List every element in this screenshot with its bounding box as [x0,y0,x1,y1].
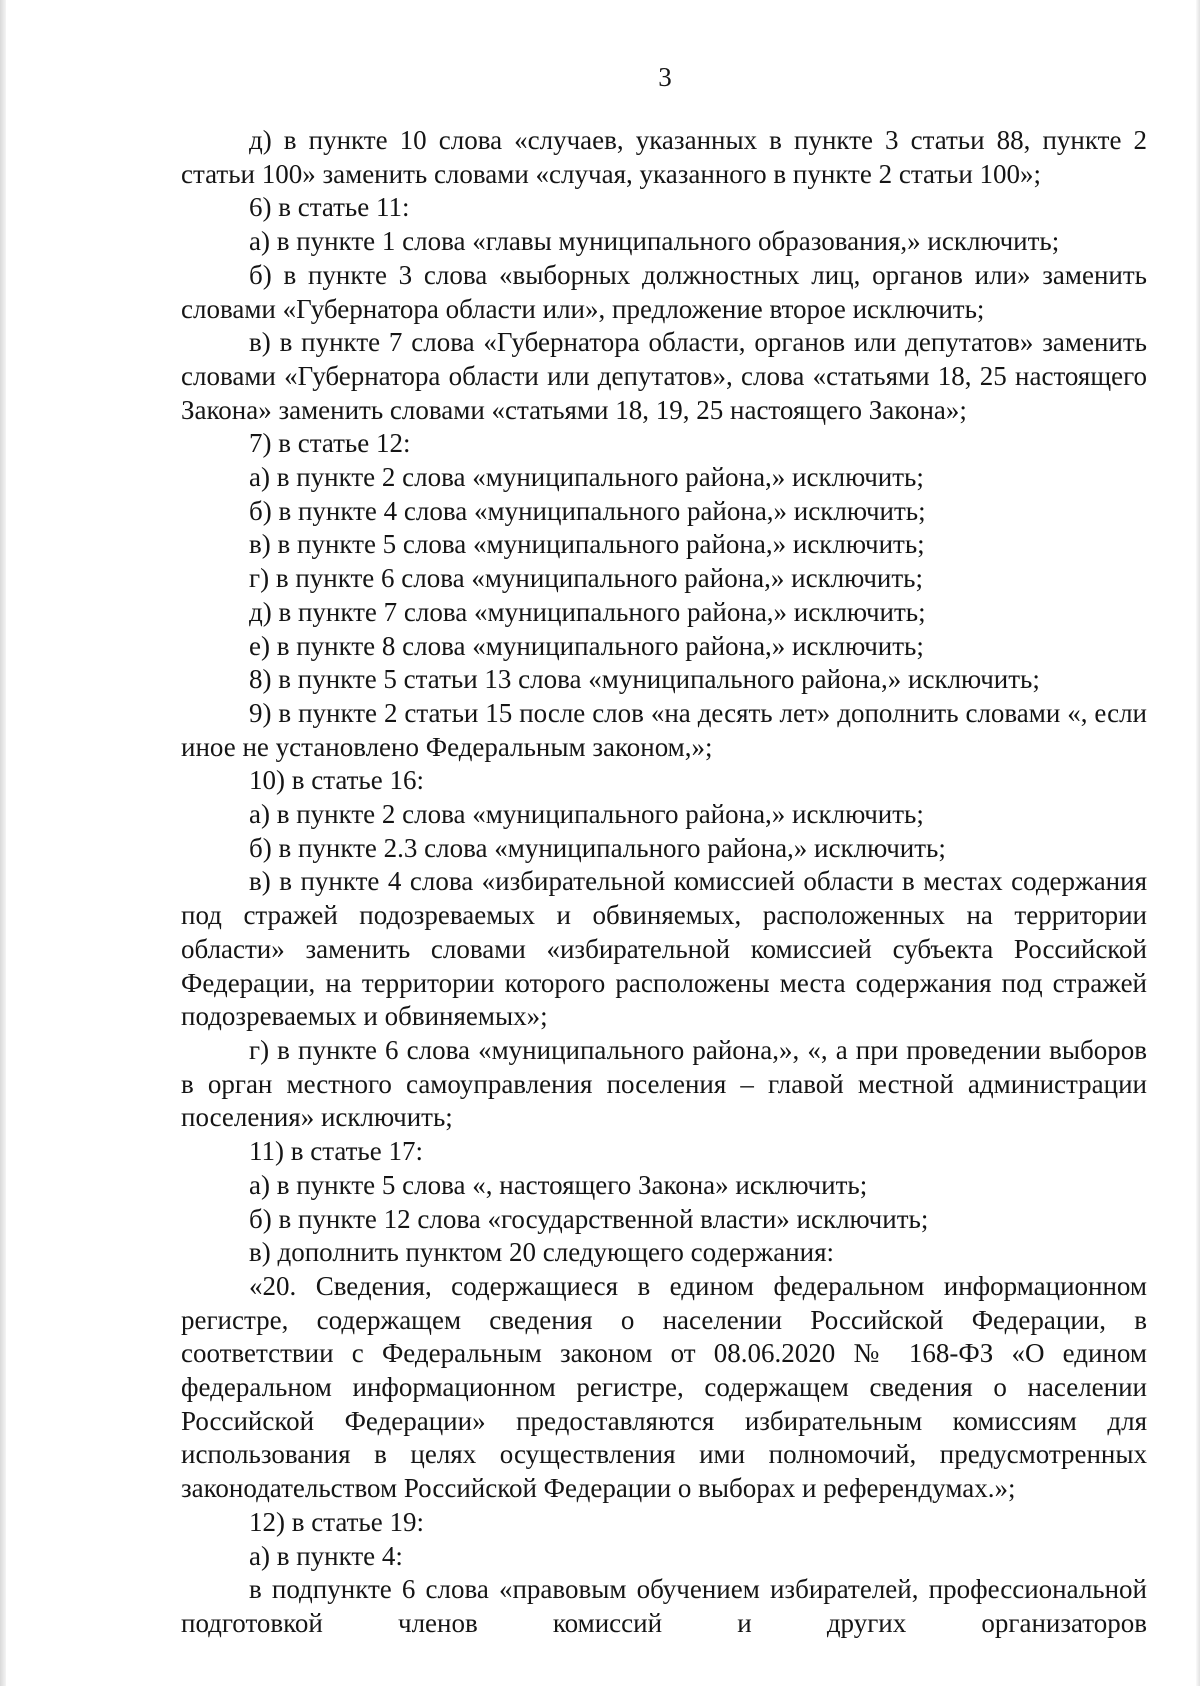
paragraph-article-17-heading: 11) в статье 17: [249,1136,423,1167]
paragraph-article-12-g: г) в пункте 6 слова «муниципального района,» исключить; [249,563,923,594]
paragraph-article-17-a: а) в пункте 5 слова «, настоящего Закона» исключить; [249,1169,868,1200]
page-number: 3 [658,62,672,92]
paragraph-article-16-b: б) в пункте 2.3 слова «муниципального района,» исключить; [249,832,946,863]
paragraph-article-12-e: е) в пункте 8 слова «муниципального района,» исключить; [249,630,924,661]
paragraph-article-11-v: в) в пункте 7 слова «Губернатора области, органов или депутатов» заменить словами «Губернатора области или депутатов», слова «статьями 18, 25 настоящего Закона» заменить словами «статьями 18, 19, 25 настоящего Закона»; [181,327,1147,425]
paragraph-article-16-v: в) в пункте 4 слова «избирательной комиссией области в местах содержания под стражей подозреваемых и обвиняемых, расположенных на территории области» заменить словами «избирательной комиссией субъекта Российской Федерации, на территории которого расположены места содержания под стражей подозреваемых и обвиняемых»; [181,866,1147,1032]
paragraph-article-16-heading: 10) в статье 16: [249,765,424,796]
paragraph-article-13: 8) в пункте 5 статьи 13 слова «муниципального района,» исключить; [249,664,1040,695]
paragraph-article-19-heading: 12) в статье 19: [249,1506,424,1537]
scan-edge-right [1196,0,1200,1686]
document-body [181,124,1147,1641]
scan-edge-left [0,0,6,1686]
paragraph-article-16-a: а) в пункте 2 слова «муниципального района,» исключить; [249,799,924,830]
paragraph-amendment-d-point-10: д) в пункте 10 слова «случаев, указанных в пункте 3 статьи 88, пункте 2 статьи 100» заменить словами «случая, указанного в пункте 2 статьи 100»; [181,125,1147,189]
paragraph-article-11-heading: 6) в статье 11: [249,192,410,223]
paragraph-article-17-v: в) дополнить пунктом 20 следующего содержания: [249,1237,835,1268]
paragraph-article-12-d: д) в пункте 7 слова «муниципального района,» исключить; [249,596,926,627]
paragraph-article-19-a: а) в пункте 4: [249,1540,403,1571]
paragraph-article-17-b: б) в пункте 12 слова «государственной власти» исключить; [249,1203,929,1234]
paragraph-article-16-g: г) в пункте 6 слова «муниципального района,», «, а при проведении выборов в орган местного самоуправления поселения – главой местной администрации поселения» исключить; [181,1034,1147,1133]
paragraph-article-12-b: б) в пункте 4 слова «муниципального района,» исключить; [249,495,926,526]
paragraph-article-12-v: в) в пункте 5 слова «муниципального района,» исключить; [249,529,925,560]
paragraph-article-17-point-20: «20. Сведения, содержащиеся в едином федеральном информационном регистре, содержащем сведения о населении Российской Федерации, в соответствии с Федеральным законом от 08.06.2020 № 168-ФЗ «О едином федеральном информационном регистре, содержащем сведения о населении Российской Федерации» предоставляются избирательным комиссиям для использования в целях осуществления ими полномочий, предусмотренных законодательством Российской Федерации о выборах и референдумах.»; [181,1270,1147,1504]
paragraph-article-12-heading: 7) в статье 12: [249,428,411,459]
paragraph-article-12-a: а) в пункте 2 слова «муниципального района,» исключить; [249,462,924,493]
paragraph-article-19-subpoint-6: в подпункте 6 слова «правовым обучением избирателей, профессиональной подготовкой членов комиссий и других организаторов [181,1574,1147,1638]
paragraph-article-15: 9) в пункте 2 статьи 15 после слов «на десять лет» дополнить словами «, если иное не установлено Федеральным законом,»; [181,697,1147,762]
paragraph-article-11-b: б) в пункте 3 слова «выборных должностных лиц, органов или» заменить словами «Губернатора области или», предложение второе исключить; [181,259,1147,324]
paragraph-article-11-a: а) в пункте 1 слова «главы муниципального образования,» исключить; [249,226,1060,257]
